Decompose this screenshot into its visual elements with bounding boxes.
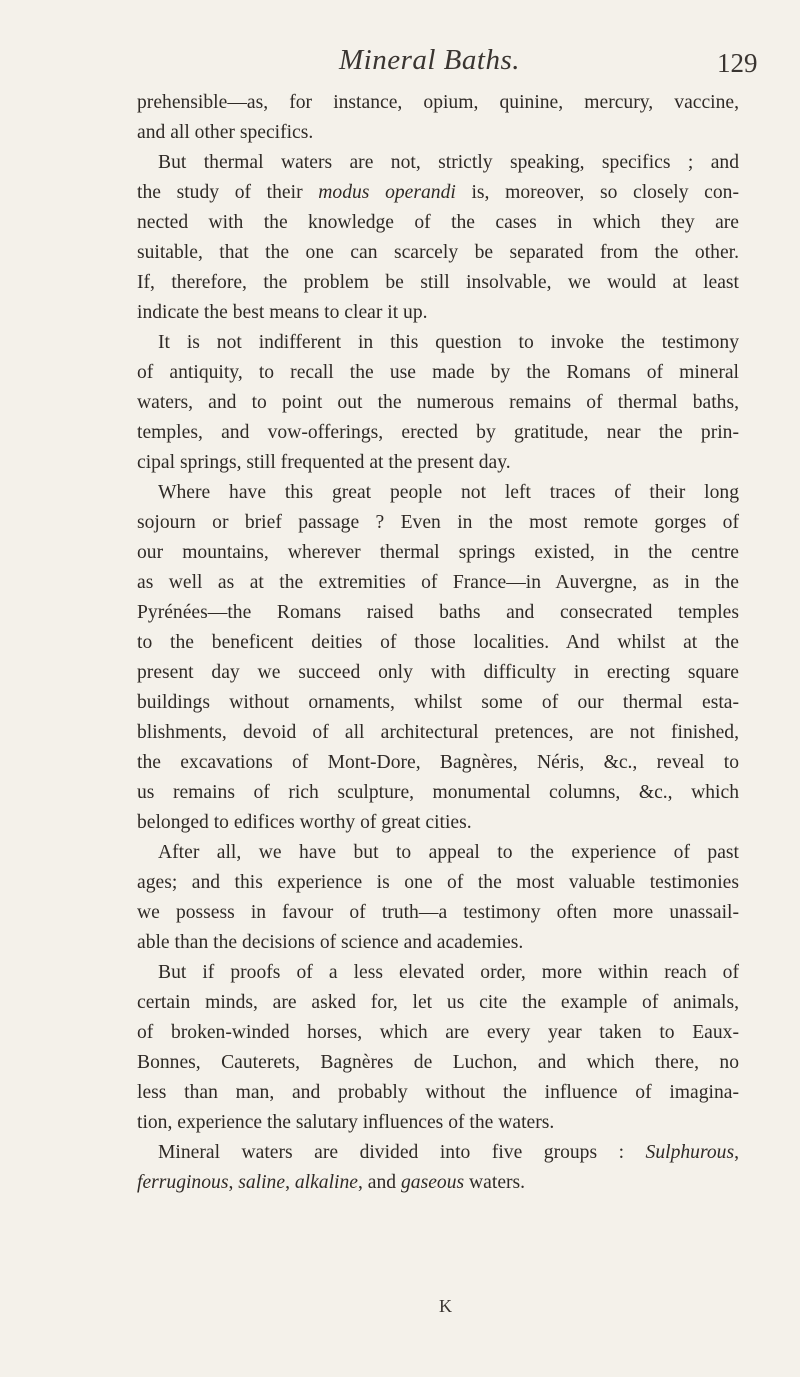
text-line: It is not indifferent in this question to invoke the testimony (158, 332, 739, 353)
text-line: to the beneficent deities of those localities. And whilst at the (137, 632, 739, 653)
running-head (0, 44, 800, 84)
text-line: nected with the knowledge of the cases in which they are (137, 212, 739, 233)
text-line: Pyrénées—the Romans raised baths and consecrated temples (137, 602, 739, 623)
text-line: certain minds, are asked for, let us cite the example of animals, (137, 992, 739, 1013)
text-line: temples, and vow-offerings, erected by gratitude, near the prin- (137, 422, 739, 443)
text-line: able than the decisions of science and academies. (137, 932, 524, 953)
text-line: indicate the best means to clear it up. (137, 302, 428, 323)
body-text (137, 88, 739, 1198)
text-line: If, therefore, the problem be still insolvable, we would at least (137, 272, 739, 293)
text-line: the excavations of Mont-Dore, Bagnères, Néris, &c., reveal to (137, 752, 739, 773)
text-line: less than man, and probably without the influence of imagina- (137, 1082, 739, 1103)
text-line: ferruginous, saline, alkaline, and gaseous waters. (137, 1172, 526, 1193)
text-line: ages; and this experience is one of the most valuable testimonies (137, 872, 739, 893)
signature-mark: K (439, 1296, 452, 1316)
text-line: tion, experience the salutary influences of the waters. (137, 1112, 555, 1133)
text-line: After all, we have but to appeal to the experience of past (158, 842, 739, 863)
text-line: as well as at the extremities of France—in Auvergne, as in the (137, 572, 739, 593)
text-line: us remains of rich sculpture, monumental columns, &c., which (137, 782, 739, 803)
running-title: Mineral Baths. (339, 44, 520, 76)
text-line: and all other specifics. (137, 122, 314, 143)
text-line: But if proofs of a less elevated order, more within reach of (158, 962, 739, 983)
text-line: waters, and to point out the numerous remains of thermal baths, (137, 392, 739, 413)
text-line: Mineral waters are divided into five groups : Sulphurous, (158, 1142, 739, 1163)
text-line: But thermal waters are not, strictly speaking, specifics ; and (158, 152, 739, 173)
text-line: suitable, that the one can scarcely be separated from the other. (137, 242, 739, 263)
text-line: prehensible—as, for instance, opium, quinine, mercury, vaccine, (137, 92, 739, 113)
text-line: blishments, devoid of all architectural pretences, are not finished, (137, 722, 739, 743)
page-number: 129 (717, 48, 758, 78)
text-line: of broken-winded horses, which are every year taken to Eaux- (137, 1022, 739, 1043)
text-line: Where have this great people not left traces of their long (158, 482, 739, 503)
text-line: the study of their modus operandi is, moreover, so closely con- (137, 182, 739, 203)
text-line: of antiquity, to recall the use made by the Romans of mineral (137, 362, 739, 383)
text-line: buildings without ornaments, whilst some of our thermal esta- (137, 692, 739, 713)
text-line: Bonnes, Cauterets, Bagnères de Luchon, and which there, no (137, 1052, 739, 1073)
text-line: we possess in favour of truth—a testimony often more unassail- (137, 902, 739, 923)
text-line: present day we succeed only with difficulty in erecting square (137, 662, 739, 683)
text-line: our mountains, wherever thermal springs existed, in the centre (137, 542, 739, 563)
text-line: sojourn or brief passage ? Even in the most remote gorges of (137, 512, 739, 533)
text-line: cipal springs, still frequented at the present day. (137, 452, 511, 473)
text-line: belonged to edifices worthy of great cities. (137, 812, 472, 833)
